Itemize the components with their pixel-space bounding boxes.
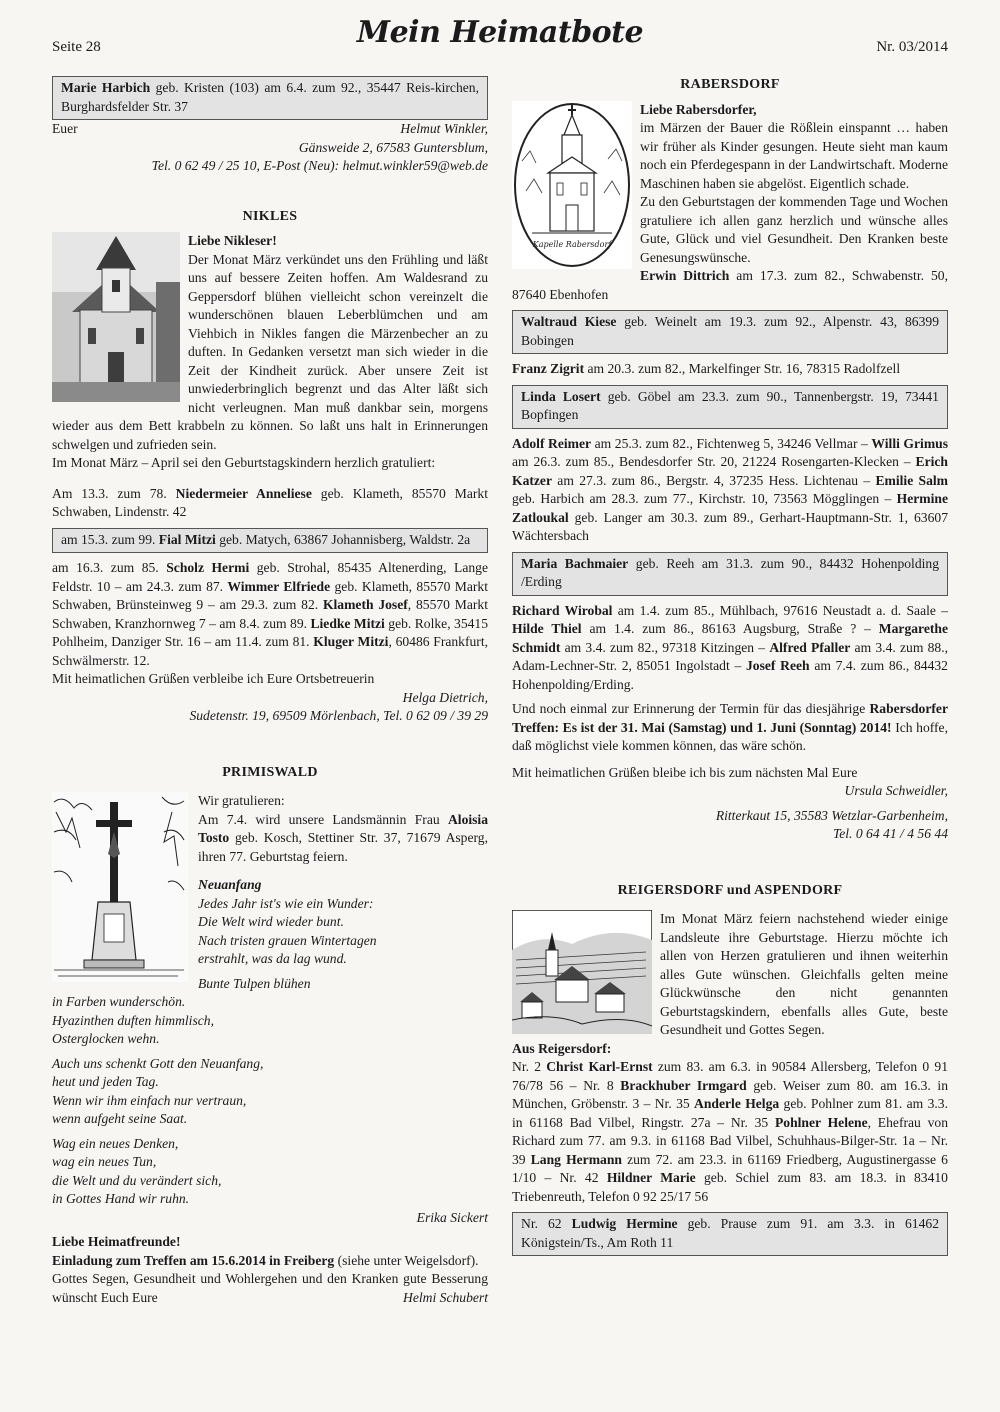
poem-title: Neuanfang [198,877,262,892]
subheading: Aus Reigersdorf: [512,1040,612,1056]
poem-author: Erika Sickert [416,1209,488,1225]
article-text: Im Monat März feiern nachstehend wieder einige Landsleute ihre Geburtstage. Hierzu möchte ich allen von Herzen gratulieren und ihnen weiterhin alles Gute wünschen. Gleichfalls gelten meine Glückwünsche den nicht genannten Geburtstagskindern, ebenfalls alles Gute, beste Gesundheit und Gottes Segen. [660,911,948,1037]
signature-address: Gänsweide 2, 67583 Guntersblum, [298,139,488,155]
wayside-cross-drawing [52,792,188,982]
section-title-nikles: NIKLES [242,208,298,224]
signature-name: Ursula Schweidler, [844,783,948,798]
birthday-entry: Am 7.4. wird unsere Landsmännin Frau Aloisia Tosto geb. Kosch, Stettiner Str. 37, 71679 Asperg, ihren 77. Geburtstag feiern. [198,811,488,864]
article-text: Zu den Geburtstagen der kommenden Tage und Wochen gratuliere ich allen ganz herzlich und wünsche alles Gute, Glück und viel Gesundheit. Den Kranken beste Genesungswünsche. [640,194,948,265]
birthday-entry: Erwin Dittrich am 17.3. zum 82., Schwabenstr. 50, 87640 Ebenhofen [512,268,948,302]
name: Marie Harbich [61,80,151,95]
closing-text: Mit heimatlichen Grüßen verbleibe ich Eure Ortsbetreuerin [52,671,375,686]
closing-word: Euer [52,121,78,136]
birthday-list: Nr. 2 Christ Karl-Ernst zum 83. am 6.3. in 90584 Allersberg, Telefon 0 91 76/78 56 – Nr. 8 Brackhuber Irmgard geb. Weiser zum 80. am 16.3. in München, Gröbenstr. 3 – Nr. 35 Anderle Helga geb. Pohlner zum 81. am 3.3. in 61168 Bad Vilbel, Ringstr. 27a – Nr. 35 Pohlner Helene, Ehefrau von Richard zum 77. am 9.3. in 61168 Bad Vilbel, Schuhhaus-Bilger-Str. 1a – Nr. 39 Lang Hermann zum 72. am 23.3. in 61169 Friedberg, Augustinergasse 6 1/10 – Nr. 42 Hildner Marie geb. Schiel zum 83. am 18.3. in 83410 Triebenreuth, Telefon 0 92 25/17 56 [512,1059,948,1204]
signature-name: Helga Dietrich, [402,689,488,705]
closing-text: Gottes Segen, Gesundheit und Wohlergehen und den Kranken gute Besserung wünscht Euch Eure Helmi Schubert [52,1270,488,1307]
nikles-article [52,232,488,473]
greeting: Liebe Rabersdorfer, [640,101,757,117]
highlight-box-losert: Linda Losert geb. Göbel am 23.3. zum 90., Tannenbergstr. 19, 73441 Bopfingen [512,385,948,429]
chapel-drawing [512,101,632,269]
section-title-reigersdorf: REIGERSDORF und ASPENDORF [617,882,843,898]
highlight-box-ludwig: Nr. 62 Ludwig Hermine geb. Prause zum 91. am 3.3. in 61462 Königstein/Ts., Am Roth 11 [512,1212,948,1256]
signature-phone: Tel. 0 64 41 / 4 56 44 [832,826,948,841]
birthday-list: Adolf Reimer am 25.3. zum 82., Fichtenweg 5, 34246 Vellmar – Willi Grimus am 26.3. zum 85., Bendesdorfer Str. 20, 21224 Rosengarten-Klecken – Erich Katzer am 27.3. zum 86., Bergstr. 4, 37235 Hess. Lichtenau – Emilie Salm geb. Harbich am 28.3. zum 77., Kirchstr. 10, 73563 Mögglingen – Hermine Zatloukal geb. Langer am 30.3. zum 89., Gerhart-Hauptmann-Str. 1, 63607 Wächtersbach [512,435,948,543]
poem: Neuanfang Jedes Jahr ist's wie ein Wunder: Die Welt wird wieder bunt. Nach tristen grauen Wintertagen erstrahlt, was da lag wund. Bunte Tulpen blühen in Farben wunderschön. Hyazinthen duften himmlisch, Osterglocken wehn. Auch uns schenkt Gott den Neuanfang, heut und jeden Tag. Wenn wir ihm einfach nur vertraun, wenn aufgeht seine Saat. Wag ein neues Denken, wag ein neues Tun, die Welt und du verändert sich, in Gottes Hand wir ruhn. [52,876,488,1209]
birthday-list: Richard Wirobal am 1.4. zum 85., Mühlbach, 97616 Neustadt a. d. Saale – Hilde Thiel am 1.4. zum 86., 86163 Augsburg, Straße ? – Margarethe Schmidt am 3.4. zum 82., 97318 Kitzingen – Alfred Pfaller am 3.4. zum 88., Adam-Lechner-Str. 2, 85051 Ingolstadt – Josef Reeh am 7.4. zum 86., 84432 Hohenpolding/Erding. [512,602,949,692]
signature-name: Helmi Schubert [403,1289,488,1305]
birthday-entry: Am 13.3. zum 78. Niedermeier Anneliese geb. Klameth, 85570 Markt Schwaben, Lindenstr. 42 [52,485,488,519]
highlight-box-fial: am 15.3. zum 99. Fial Mitzi geb. Matych, 63867 Johannisberg, Waldstr. 2a [52,528,488,554]
primiswald-article [52,792,488,1227]
svg-text:Kapelle Rabersdorf: Kapelle Rabersdorf [532,239,612,249]
reigersdorf-article [512,910,948,1206]
page-number: Seite 28 [52,39,101,55]
section-title-rabersdorf: RABERSDORF [680,77,780,92]
section-title-primiswald: PRIMISWALD [222,764,318,780]
signature-address: Ritterkaut 15, 35583 Wetzlar-Garbenheim, [715,807,948,823]
highlight-box-harbich [52,76,488,120]
intro-text: Im Monat März – April sei den Geburtstagskindern herzlich gratuliert: [52,455,436,470]
greeting: Liebe Nikleser! [188,233,277,248]
masthead-logo: Mein Heimatbote [356,15,644,50]
highlight-box-kiese: Waltraud Kiese geb. Weinelt am 19.3. zum 92., Alpenstr. 43, 86399 Bobingen [512,310,948,354]
left-column [52,76,488,1307]
issue-number: Nr. 03/2014 [876,39,948,55]
intro-text: Wir gratulieren: [198,793,285,808]
event-reminder: Und noch einmal zur Erinnerung der Termin für das diesjährige Rabersdorfer Treffen: Es ist der 31. Mai (Samstag) und 1. Juni (Sonntag) 2014! Ich hoffe, daß möglichst viele kommen können, das wäre schön. [512,701,948,753]
highlight-box-bachmaier: Maria Bachmaier geb. Reeh am 31.3. zum 90., 84432 Hohenpolding /Erding [512,552,948,596]
greeting: Liebe Heimatfreunde! [52,1234,181,1249]
signature-address: Sudetenstr. 19, 69509 Mörlenbach, Tel. 0 62 09 / 39 29 [189,708,488,723]
right-column [512,76,948,1256]
closing-text: Mit heimatlichen Grüßen bleibe ich bis zum nächsten Mal Eure [512,764,858,780]
signature-name: Helmut Winkler, [400,121,488,136]
church-photo [52,232,180,402]
article-text: Der Monat März verkündet uns den Frühling und läßt uns auf bessere Zeiten hoffen. Am Waldesrand zu Geppersdorf blühen vielleicht schon vereinzelt die wunderschönen blauen Leberblümchen und am Viehbich in Nikles fangen die Märzenbecher an zu duften. In Gedanken versetzt man sich wieder in die Zeit der Kindheit zurück. Aber unsere Zeit ist unwiederbringlich begrenzt und das Alter läßt sich nicht verleugnen. Man muß dankbar sein, morgens wieder aus dem Bett krabbeln zu können. So laßt uns halt in Erinnerungen schwelgen und zufrieden sein. [52,251,488,452]
birthday-list: am 16.3. zum 85. Scholz Hermi geb. Strohal, 85435 Altenerding, Lange Feldstr. 10 – am 24.3. zum 87. Wimmer Elfriede geb. Klameth, 85570 Markt Schwaben, Brünsteinweg 9 – am 29.3. zum 82. Klameth Josef, 85570 Markt Schwaben, Kranzhornweg 7 – am 8.4. zum 89. Liedke Mitzi geb. Rolke, 35415 Pohlheim, Danziger Str. 16 – am 11.4. zum 81. Kluger Mitzi, 60486 Frankfurt, Schwälmerstr. 12. [52,560,489,668]
article-text: im Märzen der Bauer die Rößlein einspannt … haben wir früher als Kinder gesungen. Heute sieht man kaum noch ein Pferdegespann in der Landwirtschaft. Moderne Maschinen haben sie abgelöst. Eigentlich schade. [640,120,948,191]
entry-text: geb. Kristen (103) am 6.4. zum 92., 35447 Reis-kirchen, Burghardsfelder Str. 37 [61,80,479,114]
invitation: Einladung zum Treffen am 15.6.2014 in Freiberg (siehe unter Weigelsdorf). [52,1252,479,1268]
village-drawing [512,910,652,1034]
winkler-signature [52,120,488,134]
rabersdorf-article [512,101,948,305]
birthday-entry: Franz Zigrit am 20.3. zum 82., Markelfinger Str. 16, 78315 Radolfzell [512,361,901,376]
signature-contact: Tel. 0 62 49 / 25 10, E-Post (Neu): helmut.winkler59@web.de [151,158,488,173]
